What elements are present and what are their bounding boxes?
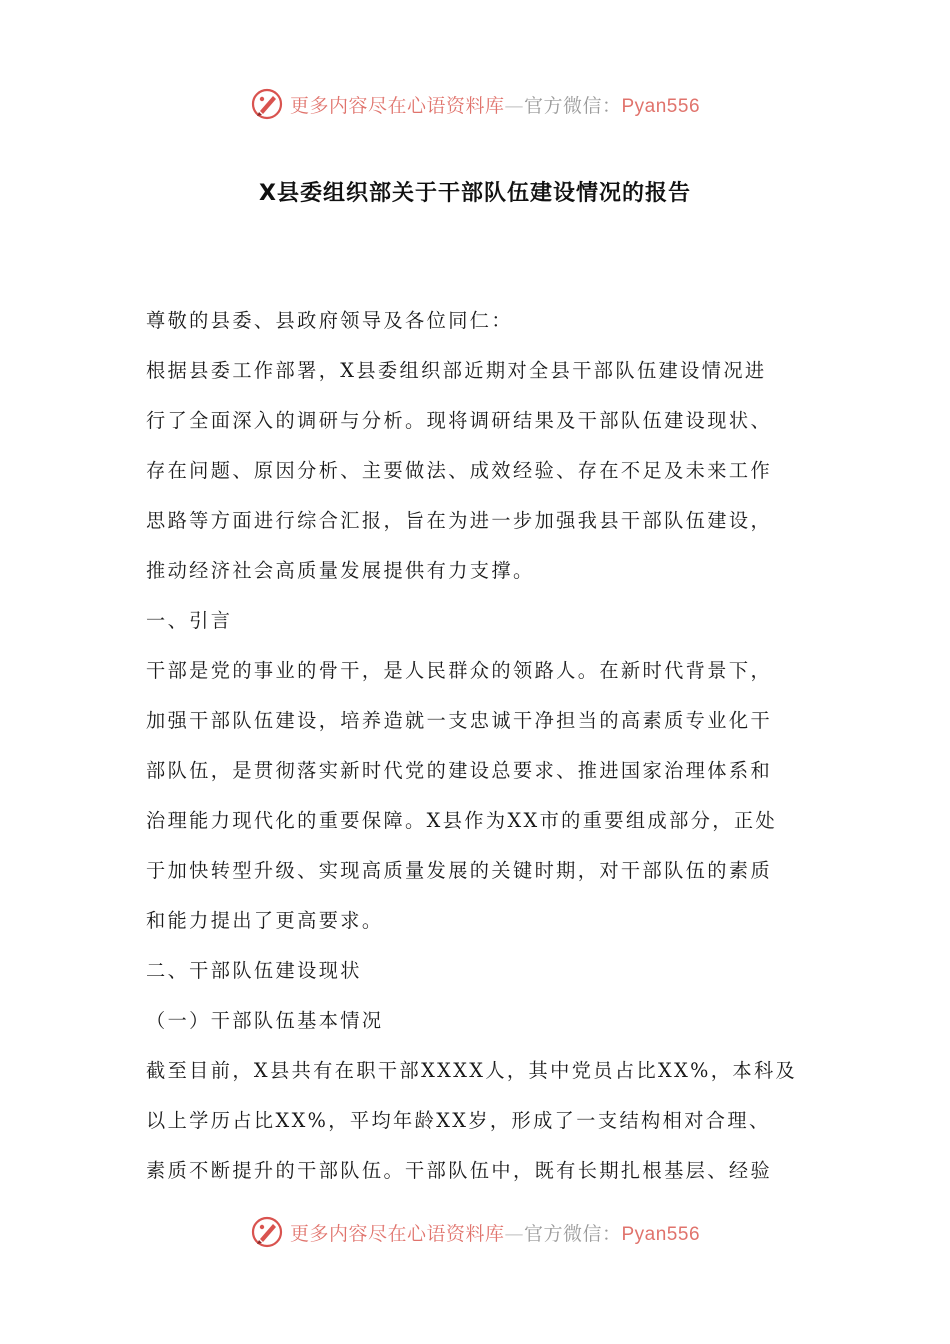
body-line: 素质不断提升的干部队伍。干部队伍中，既有长期扎根基层、经验 bbox=[146, 1159, 773, 1182]
section-heading-status: 二、干部队伍建设现状 bbox=[146, 959, 362, 982]
body-line: 根据县委工作部署，X县委组织部近期对全县干部队伍建设情况进 bbox=[146, 359, 767, 382]
watermark-brand: 更多内容尽在心语资料库 bbox=[289, 94, 505, 117]
watermark-dash: — bbox=[504, 94, 524, 117]
document-title: X县委组织部关于干部队伍建设情况的报告 bbox=[259, 181, 691, 206]
section-heading-intro: 一、引言 bbox=[146, 609, 233, 632]
body-line: 截至目前，X县共有在职干部XXXX人，其中党员占比XX%，本科及 bbox=[146, 1059, 798, 1082]
pen-logo-icon bbox=[250, 1215, 284, 1249]
header-watermark bbox=[0, 84, 950, 124]
body-line: 部队伍，是贯彻落实新时代党的建设总要求、推进国家治理体系和 bbox=[146, 759, 773, 782]
document-body bbox=[146, 296, 808, 1196]
body-line: 加强干部队伍建设，培养造就一支忠诚干净担当的高素质专业化干 bbox=[146, 709, 773, 732]
watermark-text bbox=[290, 91, 700, 118]
body-line: 治理能力现代化的重要保障。X县作为XX市的重要组成部分，正处 bbox=[146, 809, 778, 832]
watermark-dash: — bbox=[504, 1222, 524, 1245]
body-line: 和能力提出了更高要求。 bbox=[146, 909, 384, 932]
footer-watermark bbox=[0, 1212, 950, 1252]
body-line: 思路等方面进行综合汇报，旨在为进一步加强我县干部队伍建设， bbox=[146, 509, 773, 532]
pen-logo-icon bbox=[250, 87, 284, 121]
watermark-wechat-label: 官方微信： bbox=[523, 94, 622, 117]
watermark-brand: 更多内容尽在心语资料库 bbox=[289, 1222, 505, 1245]
body-line: 行了全面深入的调研与分析。现将调研结果及干部队伍建设现状、 bbox=[146, 409, 773, 432]
body-line: 以上学历占比XX%，平均年龄XX岁，形成了一支结构相对合理、 bbox=[146, 1109, 771, 1132]
watermark-wechat-id: Pyan556 bbox=[621, 1223, 701, 1245]
subsection-heading-basics: （一）干部队伍基本情况 bbox=[146, 1009, 384, 1032]
salutation-line: 尊敬的县委、县政府领导及各位同仁： bbox=[146, 309, 513, 332]
body-line: 于加快转型升级、实现高质量发展的关键时期，对干部队伍的素质 bbox=[146, 859, 773, 882]
watermark-wechat-label: 官方微信： bbox=[523, 1222, 622, 1245]
body-line: 存在问题、原因分析、主要做法、成效经验、存在不足及未来工作 bbox=[146, 459, 773, 482]
watermark-wechat-id: Pyan556 bbox=[621, 95, 701, 117]
body-line: 推动经济社会高质量发展提供有力支撑。 bbox=[146, 559, 535, 582]
watermark-text bbox=[290, 1219, 700, 1246]
body-line: 干部是党的事业的骨干，是人民群众的领路人。在新时代背景下， bbox=[146, 659, 773, 682]
